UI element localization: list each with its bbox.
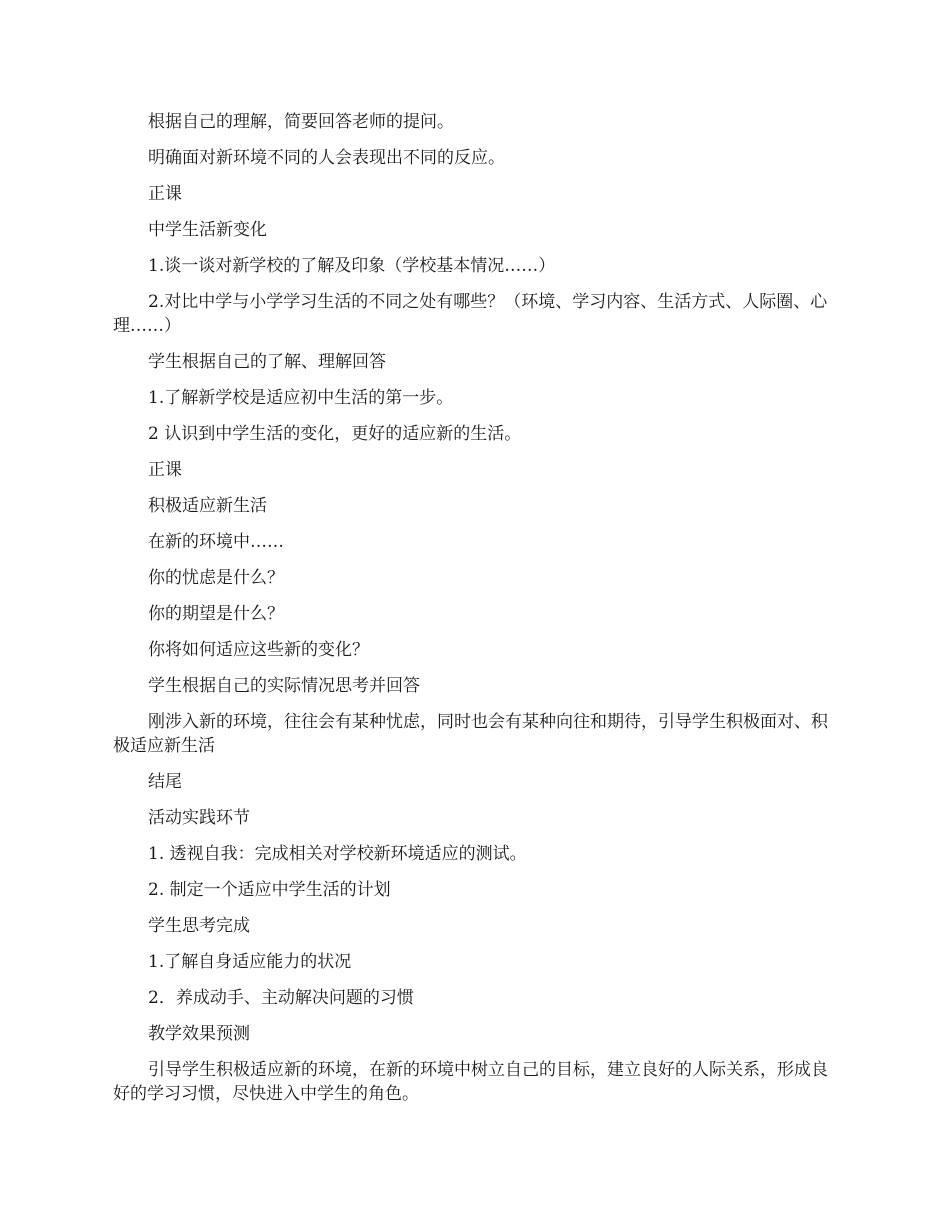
section-subheading: 积极适应新生活	[148, 496, 267, 516]
section-heading: 正课	[148, 184, 182, 204]
paragraph: 刚涉入新的环境，往往会有某种忧虑，同时也会有某种向往和期待，引导学生积极面对、积极适应新生活	[113, 712, 828, 756]
paragraph: 根据自己的理解，简要回答老师的提问。	[148, 112, 454, 132]
document-body	[113, 110, 840, 1118]
section-heading: 结尾	[148, 772, 182, 792]
list-item: 1. 透视自我：完成相关对学校新环境适应的测试。	[148, 844, 527, 864]
list-item: 1.了解新学校是适应初中生活的第一步。	[148, 388, 454, 408]
section-heading: 正课	[148, 460, 182, 480]
paragraph: 在新的环境中……	[148, 532, 284, 552]
question: 你将如何适应这些新的变化？	[148, 640, 369, 660]
list-item: 2．养成动手、主动解决问题的习惯	[148, 988, 414, 1008]
question: 你的期望是什么？	[148, 604, 284, 624]
section-subheading: 中学生活新变化	[148, 220, 267, 240]
list-item: 2.对比中学与小学学习生活的不同之处有哪些？（环境、学习内容、生活方式、人际圈、心理……）	[113, 292, 828, 336]
question: 你的忧虑是什么？	[148, 568, 284, 588]
section-subheading: 活动实践环节	[148, 808, 250, 828]
paragraph: 引导学生积极适应新的环境，在新的环境中树立自己的目标，建立良好的人际关系，形成良好的学习习惯，尽快进入中学生的角色。	[113, 1060, 828, 1104]
paragraph: 明确面对新环境不同的人会表现出不同的反应。	[148, 148, 505, 168]
section-heading: 教学效果预测	[148, 1024, 250, 1044]
paragraph: 学生思考完成	[148, 916, 250, 936]
list-item: 2. 制定一个适应中学生活的计划	[148, 880, 391, 900]
paragraph: 学生根据自己的实际情况思考并回答	[148, 676, 420, 696]
list-item: 1.了解自身适应能力的状况	[148, 952, 352, 972]
list-item: 1.谈一谈对新学校的了解及印象（学校基本情况……）	[148, 256, 556, 276]
paragraph: 学生根据自己的了解、理解回答	[148, 352, 386, 372]
list-item: 2 认识到中学生活的变化，更好的适应新的生活。	[148, 424, 522, 444]
